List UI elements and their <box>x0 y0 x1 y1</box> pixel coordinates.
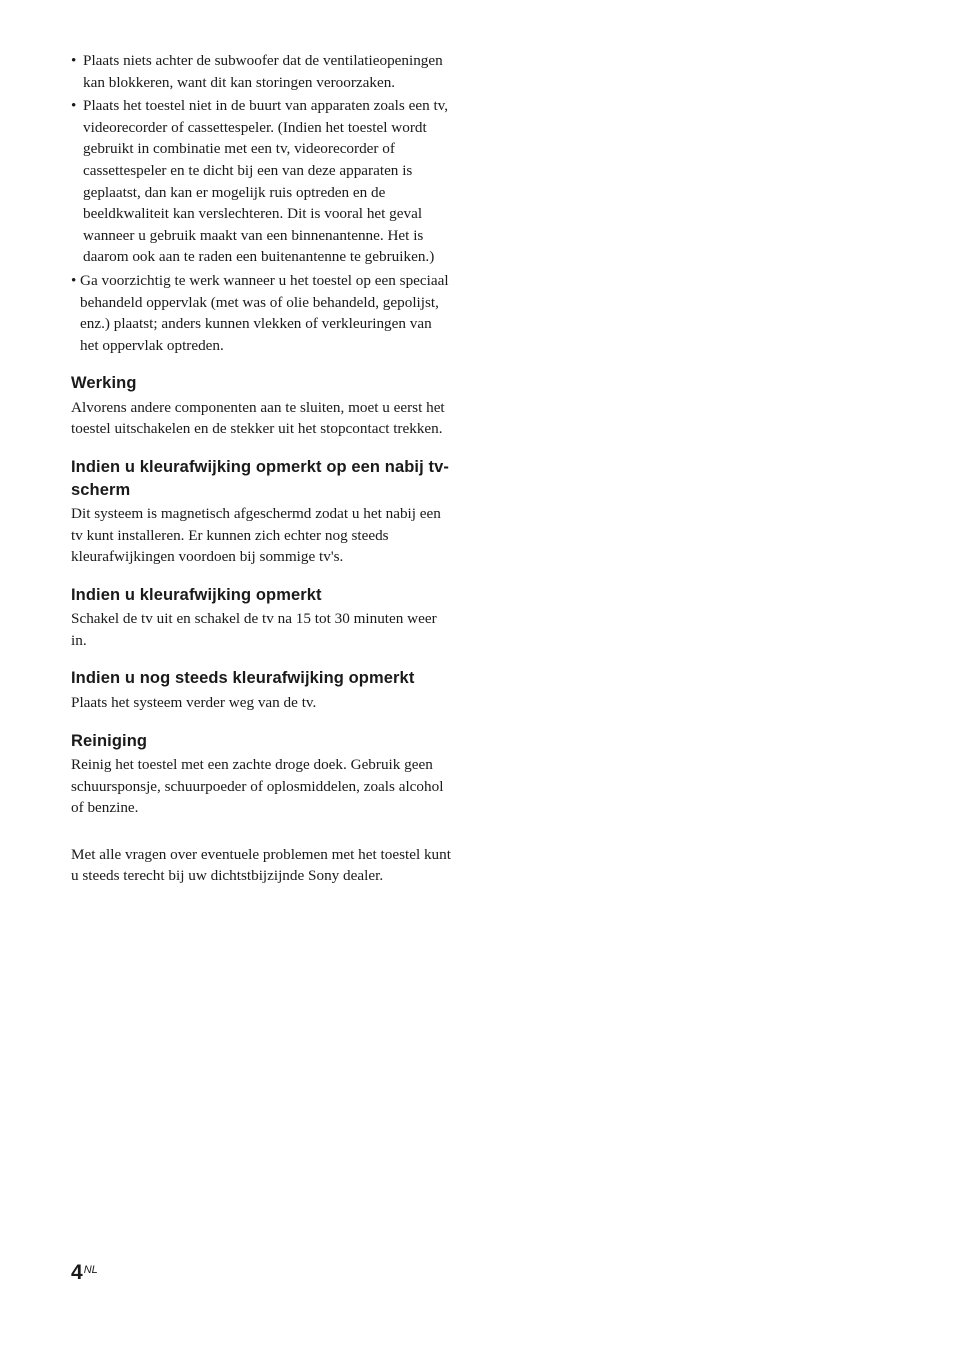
section-heading: Reiniging <box>71 731 148 750</box>
closing-paragraph: Met alle vragen over eventuele problemen met het toestel kunt u steeds terecht bij uw dichtstbijzijnde Sony dealer. <box>71 845 451 885</box>
page-language-suffix: NL <box>83 1264 98 1276</box>
section-text: Dit systeem is magnetisch afgeschermd zodat u het nabij een tv kunt installeren. Er kunnen zich echter nog steeds kleurafwijkingen voordoen bij sommige tv's. <box>71 505 441 566</box>
page-number <box>71 1257 98 1286</box>
section-reiniging <box>71 730 453 819</box>
list-item-text: Plaats het toestel niet in de buurt van apparaten zoals een tv, videorecorder of cassettespeler. (Indien het toestel wordt gebruikt in combinatie met een tv, videorecorder of cassettespeler en te dicht bij een van deze apparaten is geplaatst, dan kan er mogelijk ruis optreden en de beeldkwaliteit kan verslechteren. Dit is vooral het geval wanneer u gebruik maakt van een binnenantenne. Het is daarom ook aan te raden een buitenantenne te gebruiken.) <box>83 97 449 266</box>
list-item <box>71 270 453 356</box>
list-item <box>71 50 453 93</box>
section-color-irregularity <box>71 584 453 652</box>
section-text: Alvorens andere componenten aan te sluiten, moet u eerst het toestel uitschakelen en de stekker uit het stopcontact trekken. <box>71 398 445 438</box>
bullet-marker: • <box>71 271 77 289</box>
section-heading: Indien u kleurafwijking opmerkt <box>71 585 322 604</box>
section-heading: Indien u nog steeds kleurafwijking opmerkt <box>71 669 415 688</box>
list-item-text: Plaats niets achter de subwoofer dat de ventilatieopeningen kan blokkeren, want dit kan storingen veroorzaken. <box>83 52 443 91</box>
section-still-color-irregularity <box>71 667 453 713</box>
section-heading: Indien u kleurafwijking opmerkt op een nabij tv-scherm <box>71 458 449 499</box>
list-item <box>71 95 453 268</box>
section-text: Plaats het systeem verder weg van de tv. <box>71 693 317 711</box>
page-number-value: 4 <box>71 1261 83 1284</box>
list-item-text: Ga voorzichtig te werk wanneer u het toestel op een speciaal behandeld oppervlak (met was of olie behandeld, gepolijst, enz.) plaatst; anders kunnen vlekken of verkleuringen van het oppervlak optreden. <box>80 271 449 354</box>
section-color-nearby-tv <box>71 456 453 568</box>
bullet-marker: • <box>71 97 77 115</box>
bullet-marker: • <box>71 52 77 69</box>
section-text: Reinig het toestel met een zachte droge doek. Gebruik geen schuursponsje, schuurpoeder of oplosmiddelen, zoals alcohol of benzine. <box>71 756 444 817</box>
section-text: Schakel de tv uit en schakel de tv na 15 tot 30 minuten weer in. <box>71 610 437 649</box>
section-heading: Werking <box>71 374 137 393</box>
section-werking <box>71 372 453 440</box>
precautions-list <box>71 50 453 356</box>
main-column <box>71 50 453 887</box>
